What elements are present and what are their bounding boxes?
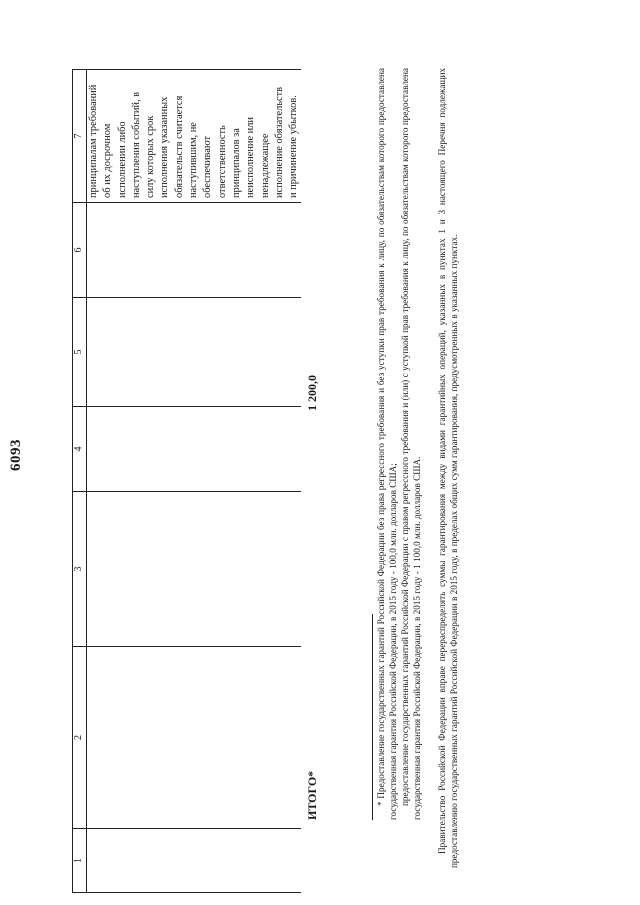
page-number: 6093 <box>8 439 24 471</box>
table-row <box>87 70 302 893</box>
total-label: ИТОГО* <box>305 770 319 820</box>
table-header-row <box>73 70 87 893</box>
column-number-4: 4 <box>73 407 87 492</box>
government-note-paragraph: Правительство Российской Федерации вправе перераспределять суммы гарантирования между видами гарантийных операций, указанных в пунктах 1 и 3 настоящего Перечня подлежащих предоставлению государственных гарантий Российской Федерации в 2015 году, в пределах общих сумм гарантирования, предусмотренных в указанных пунктах. <box>437 68 459 868</box>
cell-line: ответственность <box>216 125 228 198</box>
cell-line: исполнении либо <box>116 121 128 198</box>
table-cell-col1 <box>87 829 302 893</box>
cell-line: исполнение обязательств <box>273 86 285 198</box>
cell-line: обязательств считается <box>173 95 185 198</box>
guarantee-table <box>72 69 301 893</box>
total-value: 1 200,0 <box>305 375 319 411</box>
table-cell-col5 <box>87 298 302 407</box>
cell-line: и причинение убытков. <box>288 95 300 198</box>
cell-line: наступившим, не <box>188 122 200 198</box>
column-number-7: 7 <box>73 70 87 203</box>
cell-line: ненадлежащее <box>259 133 271 198</box>
cell-line: исполнения указанных <box>159 96 171 198</box>
cell-line: силу которых срок <box>145 115 157 198</box>
table-cell-col4 <box>87 407 302 492</box>
column-number-3: 3 <box>73 492 87 647</box>
footnote-2: предоставление государственных гарантий Российской Федерации с правом регрессного требования и (или) с уступкой прав требования к лицу, по обязательствам которого предоставлена государственная гарантия Российской Федерации, в 2015 году - 1 100,0 млн. долларов США. <box>400 68 422 820</box>
column-number-1: 1 <box>73 829 87 893</box>
cell-line: неисполнение или <box>245 117 257 198</box>
cell-line: обеспечивают <box>202 135 214 198</box>
cell-line: принципалов за <box>230 128 242 198</box>
table-cell-col3 <box>87 492 302 647</box>
column-number-5: 5 <box>73 298 87 407</box>
cell-line: принципалам требований <box>88 84 99 198</box>
column-number-2: 2 <box>73 647 87 829</box>
column-number-6: 6 <box>73 203 87 298</box>
cell-line: об их досрочном <box>102 123 114 198</box>
table-cell-col7-conditions <box>87 70 302 203</box>
footnote-1: * Предоставление государственных гарантий Российской Федерации без права регрессного требования и без уступки прав требования к лицу, по обязательствам которого предоставлена государственная гарантия Российской Федерации, в 2015 году - 100,0 млн. долларов США; <box>376 68 398 820</box>
table-cell-col6 <box>87 203 302 298</box>
table-cell-col2 <box>87 647 302 829</box>
footnote-divider <box>372 614 373 820</box>
cell-line: наступления событий, в <box>130 91 142 198</box>
